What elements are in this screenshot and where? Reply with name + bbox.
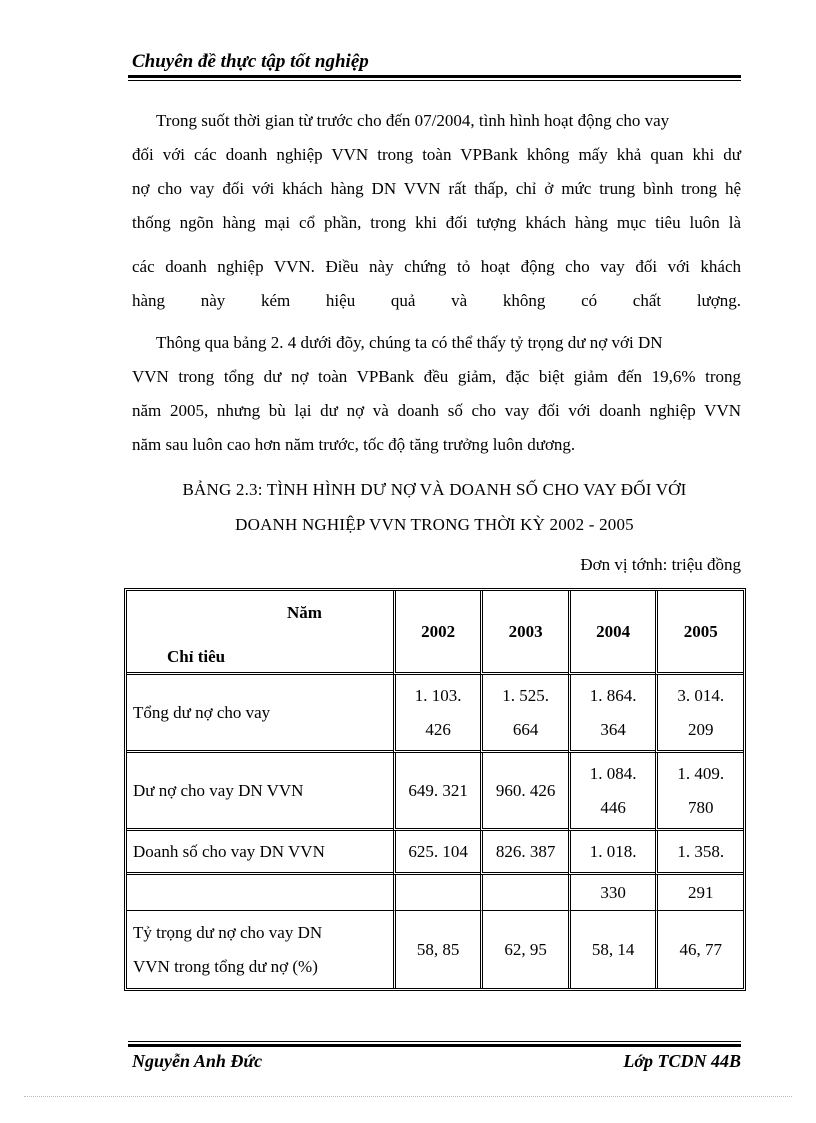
- year-cell: 2003: [480, 591, 568, 675]
- value-cell: 62, 95: [480, 911, 568, 988]
- value-cell: 291: [655, 875, 743, 911]
- data-table: [124, 588, 746, 991]
- table-row: [127, 753, 743, 831]
- row-label: [127, 911, 393, 988]
- header-rule-thick: [128, 75, 741, 78]
- header-corner-cell: [127, 591, 393, 675]
- value-cell: [655, 753, 743, 831]
- row-label: Doanh số cho vay DN VVN: [127, 831, 393, 875]
- header-criteria-label: Chỉ tiêu: [167, 647, 226, 666]
- value-part: 209: [687, 719, 714, 739]
- p1-line-3: nợ cho vay đối với khách hàng DN VVN rất thấp, chỉ ở mức trung bình trong hệ: [132, 179, 741, 198]
- value-part: 364: [600, 719, 626, 739]
- table-header-row: [127, 591, 743, 675]
- value-cell: [393, 675, 481, 753]
- page-edge-dotted-line: [24, 1096, 792, 1097]
- p1-line-5: các doanh nghiệp VVN. Điều này chứng tỏ hoạt động cho vay đối với khách: [132, 257, 741, 276]
- value-cell: 46, 77: [655, 911, 743, 988]
- table-row: [127, 675, 743, 753]
- p1-line-2: đối với các doanh nghiệp VVN trong toàn VPBank không mấy khả quan khi dư: [132, 145, 741, 164]
- value-cell: 58, 14: [568, 911, 656, 988]
- value-part: 1. 084.: [589, 763, 637, 783]
- value-cell: [480, 675, 568, 753]
- footer-rule-thin: [128, 1041, 741, 1042]
- year-cell: 2005: [655, 591, 743, 675]
- table-row: [127, 911, 743, 988]
- value-cell: 58, 85: [393, 911, 481, 988]
- value-cell: [480, 875, 568, 911]
- p1-line-1: Trong suốt thời gian từ trước cho đến 07/2004, tình hình hoạt động cho vay: [156, 111, 670, 130]
- value-part: 446: [600, 797, 626, 817]
- row-label-part: Tỷ trọng dư nợ cho vay DN: [133, 922, 323, 942]
- value-cell: 330: [568, 875, 656, 911]
- value-cell: 826. 387: [480, 831, 568, 875]
- footer-rule-thick: [128, 1044, 741, 1047]
- value-part: 1. 409.: [677, 763, 725, 783]
- footer-author: Nguyễn Anh Đức: [132, 1051, 263, 1071]
- p2-line-2: VVN trong tổng dư nợ toàn VPBank đều giảm, đặc biệt giảm đến 19,6% trong: [132, 367, 741, 386]
- value-cell: [568, 675, 656, 753]
- table-title-line-1: BẢNG 2.3: TÌNH HÌNH DƯ NỢ VÀ DOANH SỐ CHO VAY ĐỐI VỚI: [182, 480, 687, 499]
- row-label-part: VVN trong tổng dư nợ (%): [133, 956, 318, 976]
- footer-class: Lớp TCDN 44B: [623, 1051, 741, 1071]
- value-part: 1. 864.: [589, 685, 637, 705]
- table-row: [127, 875, 743, 911]
- value-part: 426: [425, 719, 451, 739]
- value-cell: 625. 104: [393, 831, 481, 875]
- table-row: [127, 831, 743, 875]
- table-unit: Đơn vị tớnh: triệu đồng: [580, 555, 741, 574]
- value-cell: 960. 426: [480, 753, 568, 831]
- value-part: 780: [687, 797, 714, 817]
- value-part: 3. 014.: [677, 685, 725, 705]
- p2-line-4: năm sau luôn cao hơn năm trước, tốc độ tăng trưởng luôn dương.: [132, 435, 576, 454]
- row-label: Tổng dư nợ cho vay: [127, 675, 393, 753]
- value-part: 664: [512, 719, 539, 739]
- value-part: 1. 103.: [414, 685, 462, 705]
- value-cell: 1. 358.: [655, 831, 743, 875]
- year-cell: 2004: [568, 591, 656, 675]
- table-title-line-2: DOANH NGHIỆP VVN TRONG THỜI KỲ 2002 - 2005: [235, 515, 634, 534]
- header-year-label: Năm: [287, 603, 322, 622]
- year-cell: 2002: [393, 591, 481, 675]
- p2-line-1: Thông qua bảng 2. 4 dưới đõy, chúng ta có thể thấy tỷ trọng dư nợ với DN: [156, 333, 663, 352]
- value-cell: [393, 875, 481, 911]
- header-title: Chuyên đề thực tập tốt nghiệp: [132, 51, 369, 72]
- p1-line-6: hàng này kém hiệu quả và không có chất lượng.: [132, 291, 741, 310]
- value-cell: [655, 675, 743, 753]
- header-rule-thin: [128, 80, 741, 81]
- value-cell: 1. 018.: [568, 831, 656, 875]
- row-label: Dư nợ cho vay DN VVN: [127, 753, 393, 831]
- p1-line-4: thống ngõn hàng mại cổ phần, trong khi đối tượng khách hàng mục tiêu luôn là: [132, 213, 741, 232]
- value-cell: 649. 321: [393, 753, 481, 831]
- row-label: [127, 875, 393, 911]
- value-cell: [568, 753, 656, 831]
- p2-line-3: năm 2005, nhưng bù lại dư nợ và doanh số cho vay đối với doanh nghiệp VVN: [132, 401, 741, 420]
- value-part: 1. 525.: [502, 685, 549, 705]
